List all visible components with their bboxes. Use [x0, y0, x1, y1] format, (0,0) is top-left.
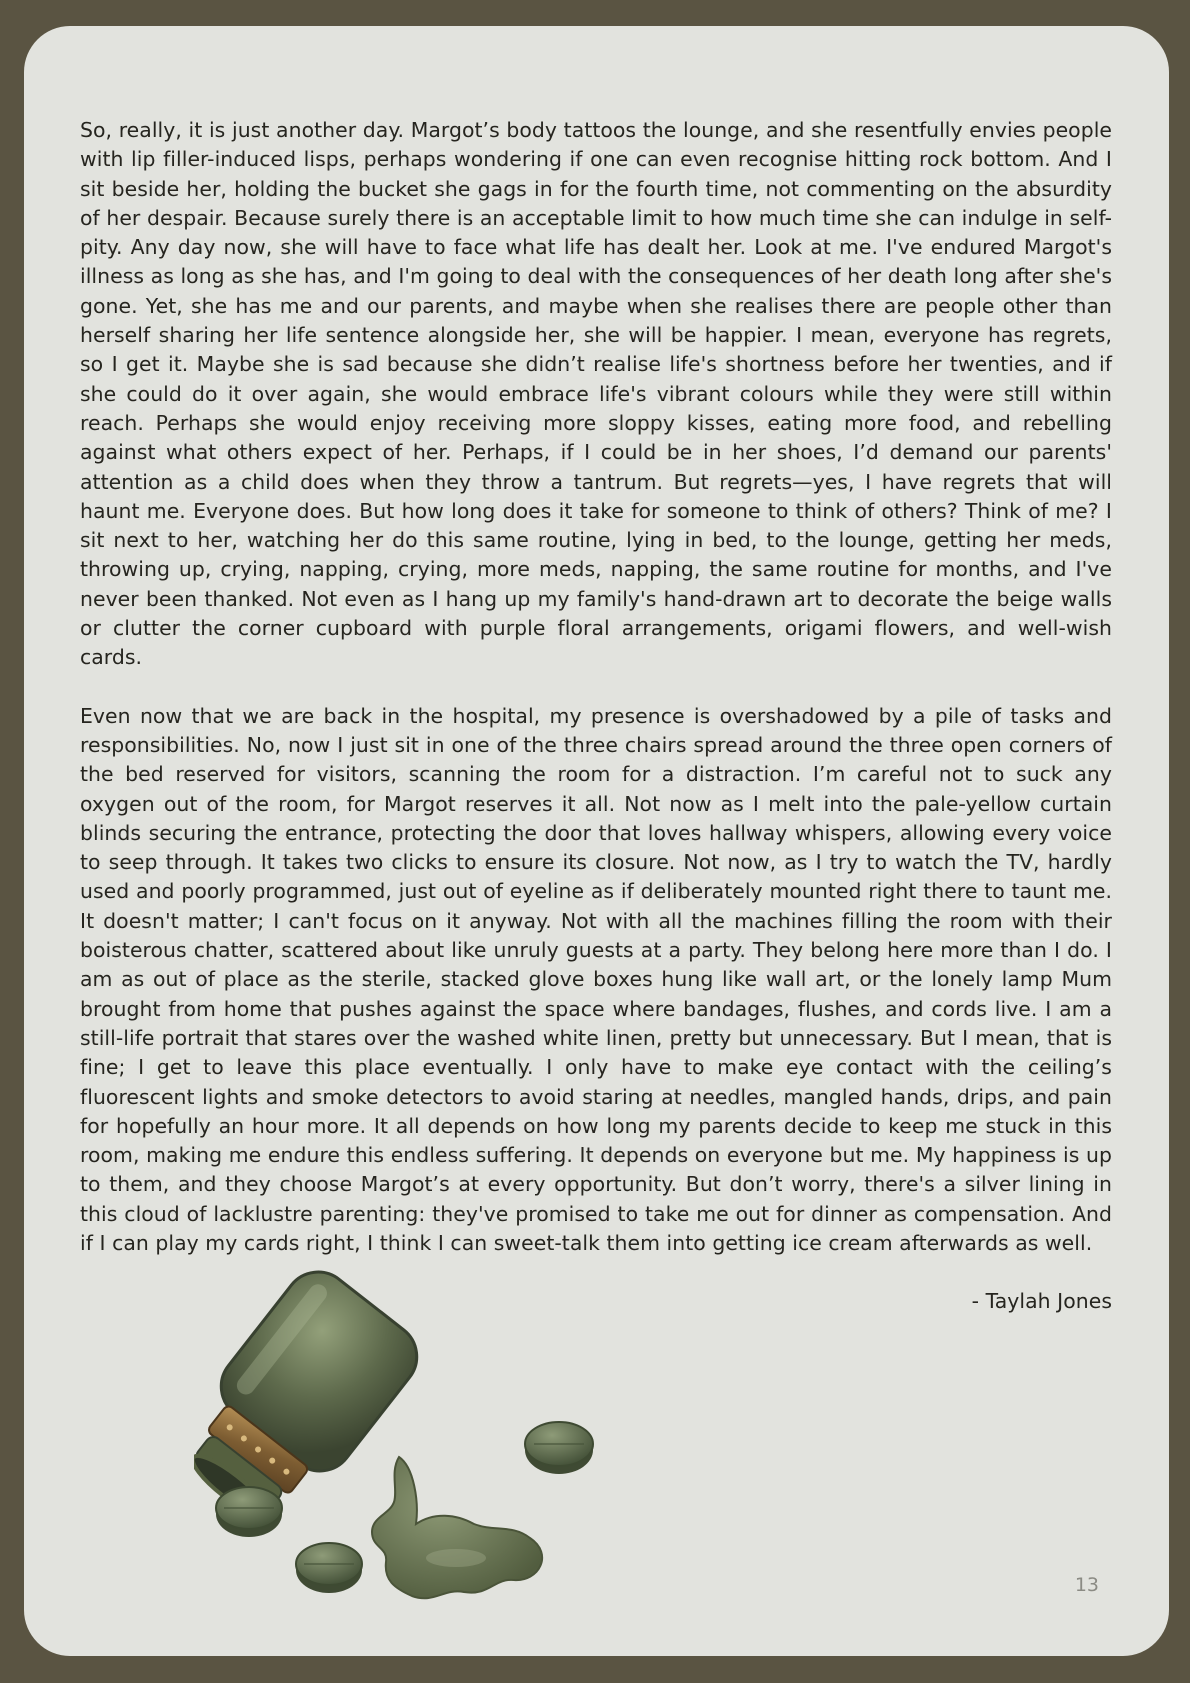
- pill: [296, 1543, 362, 1593]
- author-signature: - Taylah Jones: [971, 1289, 1112, 1314]
- pill: [525, 1422, 593, 1474]
- story-body: [80, 116, 1112, 1317]
- page-number: 13: [1074, 1574, 1099, 1596]
- page-card: [24, 26, 1169, 1656]
- pill: [216, 1487, 282, 1537]
- liquid-puddle: [372, 1457, 542, 1598]
- story-paragraph-1: So, really, it is just another day. Margot’s body tattoos the lounge, and she resentfully envies people with lip filler-induced lisps, perhaps wondering if one can even recognise hitting rock bottom. And I sit beside her, holding the bucket she gags in for the fourth time, not commenting on the absurdity of her despair. Because surely there is an acceptable limit to how much time she can indulge in self-pity. Any day now, she will have to face what life has dealt her. Look at me. I've endured Margot's illness as long as she has, and I'm going to deal with the consequences of her death long after she's gone. Yet, she has me and our parents, and maybe when she realises there are people other than herself sharing her life sentence alongside her, she will be happier. I mean, everyone has regrets, so I get it. Maybe she is sad because she didn’t realise life's shortness before her twenties, and if she could do it over again, she would embrace life's vibrant colours while they were still within reach. Perhaps she would enjoy receiving more sloppy kisses, eating more food, and rebelling against what others expect of her. Perhaps, if I could be in her shoes, I’d demand our parents' attention as a child does when they throw a tantrum. But regrets—yes, I have regrets that will haunt me. Everyone does. But how long does it take for someone to think of others? Think of me? I sit next to her, watching her do this same routine, lying in bed, to the lounge, getting her meds, throwing up, crying, napping, crying, more meds, napping, the same routine for months, and I've never been thanked. Not even as I hang up my family's hand-drawn art to decorate the beige walls or clutter the corner cupboard with purple floral arrangements, origami flowers, and well-wish cards.: [80, 118, 1112, 670]
- story-paragraph-2: Even now that we are back in the hospital, my presence is overshadowed by a pile of tasks and responsibilities. No, now I just sit in one of the three chairs spread around the three open corners of the bed reserved for visitors, scanning the room for a distraction. I’m careful not to suck any oxygen out of the room, for Margot reserves it all. Not now as I melt into the pale-yellow curtain blinds securing the entrance, protecting the door that loves hallway whispers, allowing every voice to seep through. It takes two clicks to ensure its closure. Not now, as I try to watch the TV, hardly used and poorly programmed, just out of eyeline as if deliberately mounted right there to taunt me. It doesn't matter; I can't focus on it anyway. Not with all the machines filling the room with their boisterous chatter, scattered about like unruly guests at a party. They belong here more than I do. I am as out of place as the sterile, stacked glove boxes hung like wall art, or the lonely lamp Mum brought from home that pushes against the space where bandages, flushes, and cords live. I am a still-life portrait that stares over the washed white linen, pretty but unnecessary. But I mean, that is fine; I get to leave this place eventually. I only have to make eye contact with the ceiling’s fluorescent lights and smoke detectors to avoid staring at needles, mangled hands, drips, and pain for hopefully an hour more. It all depends on how long my parents decide to keep me stuck in this room, making me endure this endless suffering. It depends on everyone but me. My happiness is up to them, and they choose Margot’s at every opportunity. But don’t worry, there's a silver lining in this cloud of lacklustre parenting: they've promised to take me out for dinner as compensation. And if I can play my cards right, I think I can sweet-talk them into getting ice cream afterwards as well.: [80, 703, 1112, 1255]
- spilled-pill-bottle-icon: [194, 1262, 614, 1617]
